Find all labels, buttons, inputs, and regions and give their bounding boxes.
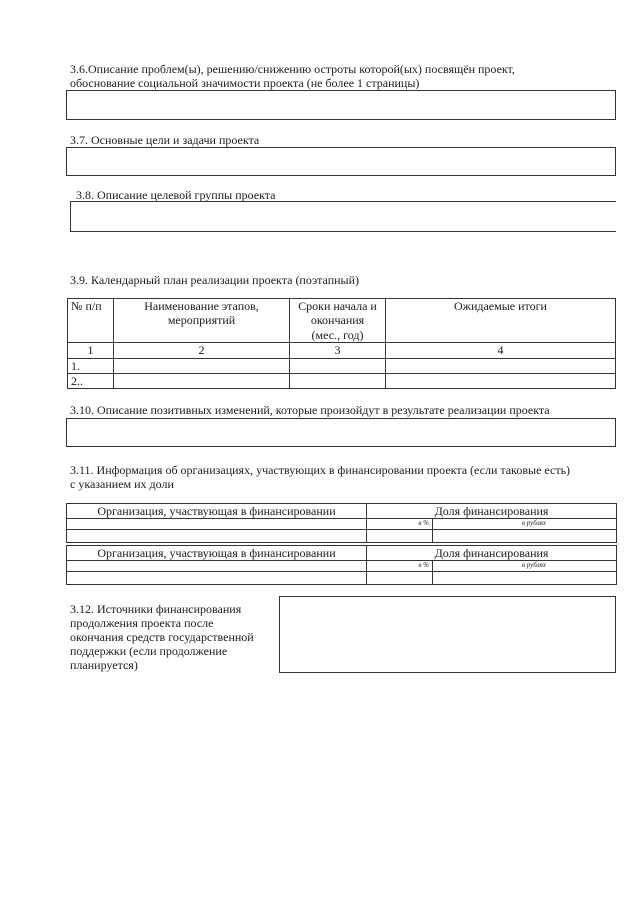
section-3-12-label-line5: планируется) — [70, 658, 138, 672]
row-index: 1. — [68, 358, 114, 373]
rubles-cell[interactable] — [433, 530, 617, 543]
col-number-2: 2 — [114, 343, 290, 358]
row-dates-cell[interactable] — [290, 373, 386, 388]
financing-table-2 — [66, 545, 617, 585]
section-3-10-input-box[interactable] — [66, 418, 616, 447]
org-subheader-cell — [67, 519, 367, 530]
row-results-cell[interactable] — [386, 358, 616, 373]
row-index: 2.. — [68, 373, 114, 388]
org-name-cell[interactable] — [67, 572, 367, 585]
section-3-7-label: 3.7. Основные цели и задачи проекта — [70, 133, 260, 147]
table-row — [68, 358, 616, 373]
row-stage-cell[interactable] — [114, 373, 290, 388]
section-3-6-label-line1: 3.6.Описание проблем(ы), решению/снижению остроты которой(ых) посвящён проект, — [70, 62, 515, 76]
row-results-cell[interactable] — [386, 373, 616, 388]
financing-header-row — [67, 546, 617, 561]
section-3-9-label: 3.9. Календарный план реализации проекта (поэтапный) — [70, 273, 360, 287]
section-3-6-input-box[interactable] — [66, 90, 616, 120]
org-header: Организация, участвующая в финансировании — [67, 504, 367, 519]
share-header: Доля финансирования — [367, 504, 617, 519]
financing-subheader-row — [67, 561, 617, 572]
rubles-label: в рублях — [433, 561, 617, 572]
percent-label: в % — [367, 519, 433, 530]
col-number-3: 3 — [290, 343, 386, 358]
section-3-7-input-box[interactable] — [66, 147, 616, 176]
section-3-8-top-line — [70, 201, 616, 202]
section-3-12-label-line3: окончания средств государственной — [70, 630, 254, 644]
section-3-10-label: 3.10. Описание позитивных изменений, которые произойдут в результате реализации проекта — [70, 403, 550, 417]
calendar-plan-number-row — [68, 343, 616, 358]
rubles-cell[interactable] — [433, 572, 617, 585]
org-subheader-cell — [67, 561, 367, 572]
section-3-11-label-line2: с указанием их доли — [70, 477, 174, 491]
section-3-11-label-line1: 3.11. Информация об организациях, участвующих в финансировании проекта (если таковые есть) — [70, 463, 571, 477]
percent-cell[interactable] — [367, 572, 433, 585]
table-row — [67, 530, 617, 543]
percent-cell[interactable] — [367, 530, 433, 543]
section-3-12-label-line1: 3.12. Источники финансирования — [70, 602, 242, 616]
row-stage-cell[interactable] — [114, 358, 290, 373]
section-3-12-input-box[interactable] — [279, 596, 616, 673]
section-3-8-bottom-line[interactable] — [70, 231, 616, 232]
financing-table-1 — [66, 503, 617, 543]
header-number: № п/п — [68, 299, 114, 343]
org-name-cell[interactable] — [67, 530, 367, 543]
header-dates: Сроки начала и окончания (мес., год) — [290, 299, 386, 343]
section-3-8-label: 3.8. Описание целевой группы проекта — [76, 188, 276, 202]
col-number-1: 1 — [68, 343, 114, 358]
percent-label: в % — [367, 561, 433, 572]
col-number-4: 4 — [386, 343, 616, 358]
section-3-12-label-line2: продолжения проекта после — [70, 616, 214, 630]
row-dates-cell[interactable] — [290, 358, 386, 373]
rubles-label: в рублях — [433, 519, 617, 530]
header-stage-name: Наименование этапов, мероприятий — [114, 299, 290, 343]
header-results: Ожидаемые итоги — [386, 299, 616, 343]
section-3-8-left-line — [70, 201, 71, 231]
calendar-plan-table — [67, 298, 616, 389]
section-3-6-label-line2: обоснование социальной значимости проекта (не более 1 страницы) — [70, 76, 420, 90]
table-row — [68, 373, 616, 388]
share-header: Доля финансирования — [367, 546, 617, 561]
calendar-plan-header-row — [68, 299, 616, 343]
table-row — [67, 572, 617, 585]
financing-subheader-row — [67, 519, 617, 530]
section-3-12-label-line4: поддержки (если продолжение — [70, 644, 228, 658]
financing-header-row — [67, 504, 617, 519]
org-header: Организация, участвующая в финансировании — [67, 546, 367, 561]
